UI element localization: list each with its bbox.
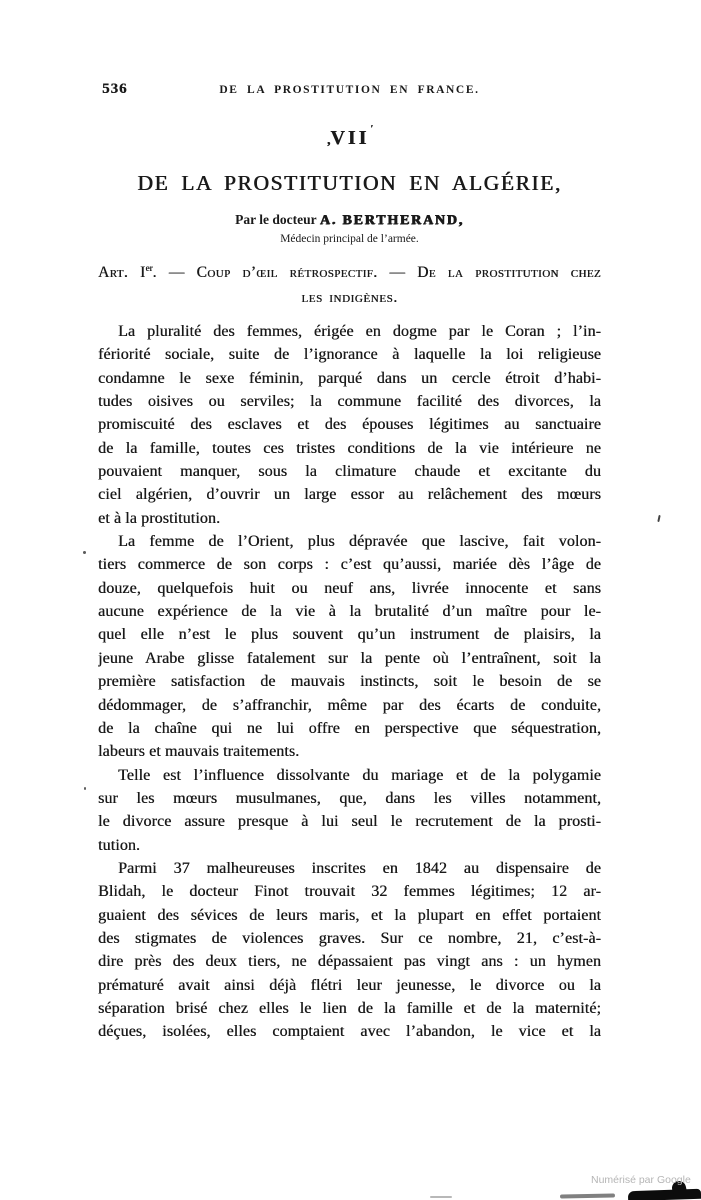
text-line: Telle est l’influence dissolvante du mariage et de la polygamie (118, 766, 601, 784)
text-line: prématuré avait ainsi déjà flétri leur jeunesse, le divorce ou la (98, 976, 601, 994)
scan-ink-mark: , (326, 133, 331, 148)
author-name: A. BERTHERAND, (319, 213, 464, 228)
scan-smudge (430, 1196, 452, 1198)
scan-speck (84, 787, 86, 790)
article-heading-prefix: Art. I (98, 264, 146, 282)
body-text (98, 320, 601, 1044)
text-line: quel elle n’est le plus souvent qu’un instrument de plaisirs, la (98, 626, 601, 644)
text-line: labeurs et mauvais traitements. (98, 743, 300, 761)
text-line: condamne le sexe féminin, parqué dans un cercle étroit d’habi- (98, 369, 601, 387)
ordinal-superscript: er (145, 263, 153, 273)
scan-smudge (560, 1194, 615, 1199)
text-line: déçues, isolées, elles comptaient avec l’abandon, le vice et la (98, 1023, 601, 1041)
scan-ink-mark: ʹ (370, 124, 374, 136)
byline-prefix: Par le docteur (235, 212, 320, 227)
text-line: fériorité sociale, suite de l’ignorance à laquelle la loi religieuse (98, 346, 601, 364)
text-line: jeune Arabe glisse fatalement sur la pente où l’entraînent, soit la (98, 649, 601, 667)
text-line: des stigmates de violences graves. Sur ce nombre, 21, c’est-à- (98, 929, 601, 947)
scan-speck (657, 515, 660, 522)
article-heading-rest: . — Coup d’œil rétrospectif. — De la prostitution chez (152, 264, 601, 282)
article-heading-line1 (98, 263, 601, 289)
article-heading (98, 263, 601, 307)
text-line: tution. (98, 836, 141, 854)
byline-subtitle: Médecin principal de l’armée. (280, 233, 419, 245)
text-line: douze, quelquefois huit ou neuf ans, livrée innocente et sans (98, 579, 601, 597)
text-line: séparation brisé chez elles le lien de la famille et de la maternité; (98, 999, 601, 1017)
page-number: 536 (102, 81, 128, 97)
text-line: Blidah, le docteur Finot trouvait 32 femmes légitimes; 12 ar- (98, 883, 601, 901)
text-line: dédommager, de s’affranchir, même par des écarts de conduite, (98, 696, 601, 714)
text-line: aucune expérience de la vie à la brutalité d’un maître pour le- (98, 603, 601, 621)
text-line: dire près des deux tiers, ne dépassaient pas vingt ans : un hymen (98, 953, 601, 971)
text-line: et à la prostitution. (98, 509, 221, 527)
text-line: le divorce assure presque à lui seul le recrutement de la prosti- (98, 813, 601, 831)
text-line: pouvaient manquer, sous la climature chaude et excitante du (98, 463, 601, 481)
text-line: sur les mœurs musulmanes, que, dans les villes notamment, (98, 789, 601, 807)
text-line: de la famille, toutes ces tristes conditions de la vie intérieure ne (98, 439, 601, 457)
article-heading-line2: les indigènes. (301, 289, 398, 306)
chapter-number (98, 124, 601, 150)
scan-speck (83, 551, 86, 554)
running-header: DE LA PROSTITUTION EN FRANCE. (219, 84, 480, 96)
chapter-numeral: VII (330, 127, 370, 149)
text-line: La pluralité des femmes, érigée en dogme par le Coran ; l’in- (118, 323, 601, 340)
text-line: tudes oisives ou serviles; la commune facilité des divorces, la (98, 393, 601, 411)
scan-smudge (628, 1189, 701, 1200)
text-line: guaient des sévices de leurs maris, et la plupart en effet portaient (98, 906, 601, 924)
page-title: DE LA PROSTITUTION EN ALGÉRIE, (137, 171, 562, 195)
google-scan-watermark: Numérisé par Google (591, 1174, 691, 1186)
text-line: Parmi 37 malheureuses inscrites en 1842 au dispensaire de (118, 859, 601, 877)
text-line: La femme de l’Orient, plus dépravée que lascive, fait volon- (118, 533, 601, 551)
text-line: tiers commerce de son corps : c’est qu’aussi, mariée dès l’âge de (98, 556, 601, 574)
byline (98, 212, 601, 229)
text-line: promiscuité des esclaves et des épouses légitimes au sanctuaire (98, 416, 601, 434)
text-line: première satisfaction de mauvais instincts, soit le besoin de se (98, 673, 601, 691)
text-line: de la chaîne qui ne lui offre en perspective que séquestration, (98, 719, 601, 737)
text-line: ciel algérien, d’ouvrir un large essor au relâchement des mœurs (98, 486, 601, 504)
